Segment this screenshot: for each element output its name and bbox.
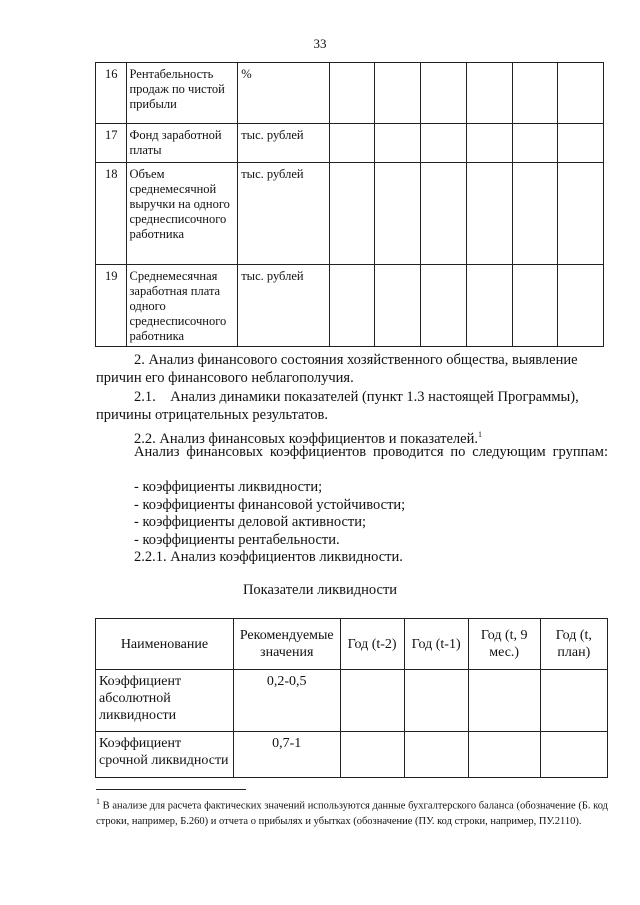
column-header: Год (t-2) bbox=[340, 619, 404, 670]
row-number: 18 bbox=[96, 163, 127, 265]
value-cell bbox=[466, 265, 512, 347]
groups-list bbox=[96, 479, 608, 549]
indicator-name: Рентабельность продаж по чистой прибыли bbox=[127, 63, 238, 124]
table-header-row bbox=[96, 619, 608, 670]
indicator-name: Среднемесячная заработная плата одного среднесписочного работника bbox=[127, 265, 238, 347]
paragraph-groups-intro: Анализ финансовых коэффициентов проводится по следующим группам: bbox=[134, 444, 608, 460]
value-cell bbox=[340, 732, 404, 778]
value-cell bbox=[468, 732, 540, 778]
indicator-name: Фонд заработной платы bbox=[127, 124, 238, 163]
indicator-name: Объем среднемесячной выручки на одного среднесписочного работника bbox=[127, 163, 238, 265]
value-cell bbox=[404, 670, 468, 732]
list-item: - коэффициенты финансовой устойчивости; bbox=[134, 496, 406, 513]
value-cell bbox=[421, 265, 467, 347]
paragraph-section-2-2-1: 2.2.1. Анализ коэффициентов ликвидности. bbox=[134, 549, 403, 565]
value-cell bbox=[512, 163, 558, 265]
indicator-unit: % bbox=[238, 63, 329, 124]
table-row bbox=[96, 732, 608, 778]
row-number: 17 bbox=[96, 124, 127, 163]
footnote-reference: 1 bbox=[477, 430, 482, 439]
indicator-name: Коэффициент срочной ликвидности bbox=[96, 732, 234, 778]
value-cell bbox=[466, 163, 512, 265]
table-caption: Показатели ликвидности bbox=[242, 582, 398, 598]
value-cell bbox=[329, 265, 375, 347]
value-cell bbox=[558, 265, 604, 347]
footnote-text: В анализе для расчета фактических значений используются данные бухгалтерского баланса (обозначение (Б. код строки, например, Б.260) и отчета о прибылях и убытках (обозначение (ПУ. код строки, например, ПУ.2110). bbox=[96, 800, 608, 827]
value-cell bbox=[375, 124, 421, 163]
liquidity-table bbox=[95, 618, 608, 778]
paragraph-section-2-1: 2.1. Анализ динамики показателей (пункт 1.3 настоящей Программы), причины отрицательных результатов. bbox=[96, 389, 583, 423]
value-cell bbox=[329, 63, 375, 124]
value-cell bbox=[421, 63, 467, 124]
value-cell bbox=[512, 63, 558, 124]
value-cell bbox=[558, 124, 604, 163]
value-cell bbox=[512, 265, 558, 347]
column-header: Рекомендуемые значения bbox=[233, 619, 340, 670]
value-cell bbox=[375, 163, 421, 265]
table-row bbox=[96, 124, 604, 163]
footnote-mark: 1 bbox=[96, 797, 100, 806]
table-row bbox=[96, 670, 608, 732]
value-cell bbox=[540, 670, 607, 732]
footnote bbox=[96, 794, 608, 829]
value-cell bbox=[375, 63, 421, 124]
value-cell bbox=[421, 124, 467, 163]
value-cell bbox=[375, 265, 421, 347]
value-cell bbox=[329, 163, 375, 265]
row-number: 19 bbox=[96, 265, 127, 347]
value-cell bbox=[466, 63, 512, 124]
page-number: 33 bbox=[313, 36, 327, 51]
value-cell bbox=[512, 124, 558, 163]
value-cell bbox=[558, 63, 604, 124]
list-item: - коэффициенты деловой активности; bbox=[134, 514, 367, 530]
column-header: Год (t, план) bbox=[540, 619, 607, 670]
indicator-unit: тыс. рублей bbox=[238, 124, 329, 163]
indicator-unit: тыс. рублей bbox=[238, 265, 329, 347]
recommended-value: 0,7-1 bbox=[233, 732, 340, 778]
value-cell bbox=[421, 163, 467, 265]
value-cell bbox=[558, 163, 604, 265]
indicator-unit: тыс. рублей bbox=[238, 163, 329, 265]
paragraph-text: 2.2. Анализ финансовых коэффициентов и показателей. bbox=[134, 430, 478, 447]
footnote-divider bbox=[96, 789, 246, 790]
table-row bbox=[96, 63, 604, 124]
column-header: Наименование bbox=[96, 619, 234, 670]
column-header: Год (t, 9 мес.) bbox=[468, 619, 540, 670]
indicator-name: Коэффициент абсолютной ликвидности bbox=[96, 670, 234, 732]
indicators-table bbox=[95, 62, 604, 347]
list-item: - коэффициенты ликвидности; bbox=[134, 479, 323, 495]
table-row bbox=[96, 163, 604, 265]
value-cell bbox=[340, 670, 404, 732]
recommended-value: 0,2-0,5 bbox=[233, 670, 340, 732]
value-cell bbox=[468, 670, 540, 732]
row-number: 16 bbox=[96, 63, 127, 124]
value-cell bbox=[329, 124, 375, 163]
list-item: - коэффициенты рентабельности. bbox=[134, 531, 340, 548]
paragraph-section-2: 2. Анализ финансового состояния хозяйственного общества, выявление причин его финансового неблагополучия. bbox=[96, 352, 578, 386]
column-header: Год (t-1) bbox=[404, 619, 468, 670]
table-row bbox=[96, 265, 604, 347]
value-cell bbox=[404, 732, 468, 778]
value-cell bbox=[466, 124, 512, 163]
value-cell bbox=[540, 732, 607, 778]
